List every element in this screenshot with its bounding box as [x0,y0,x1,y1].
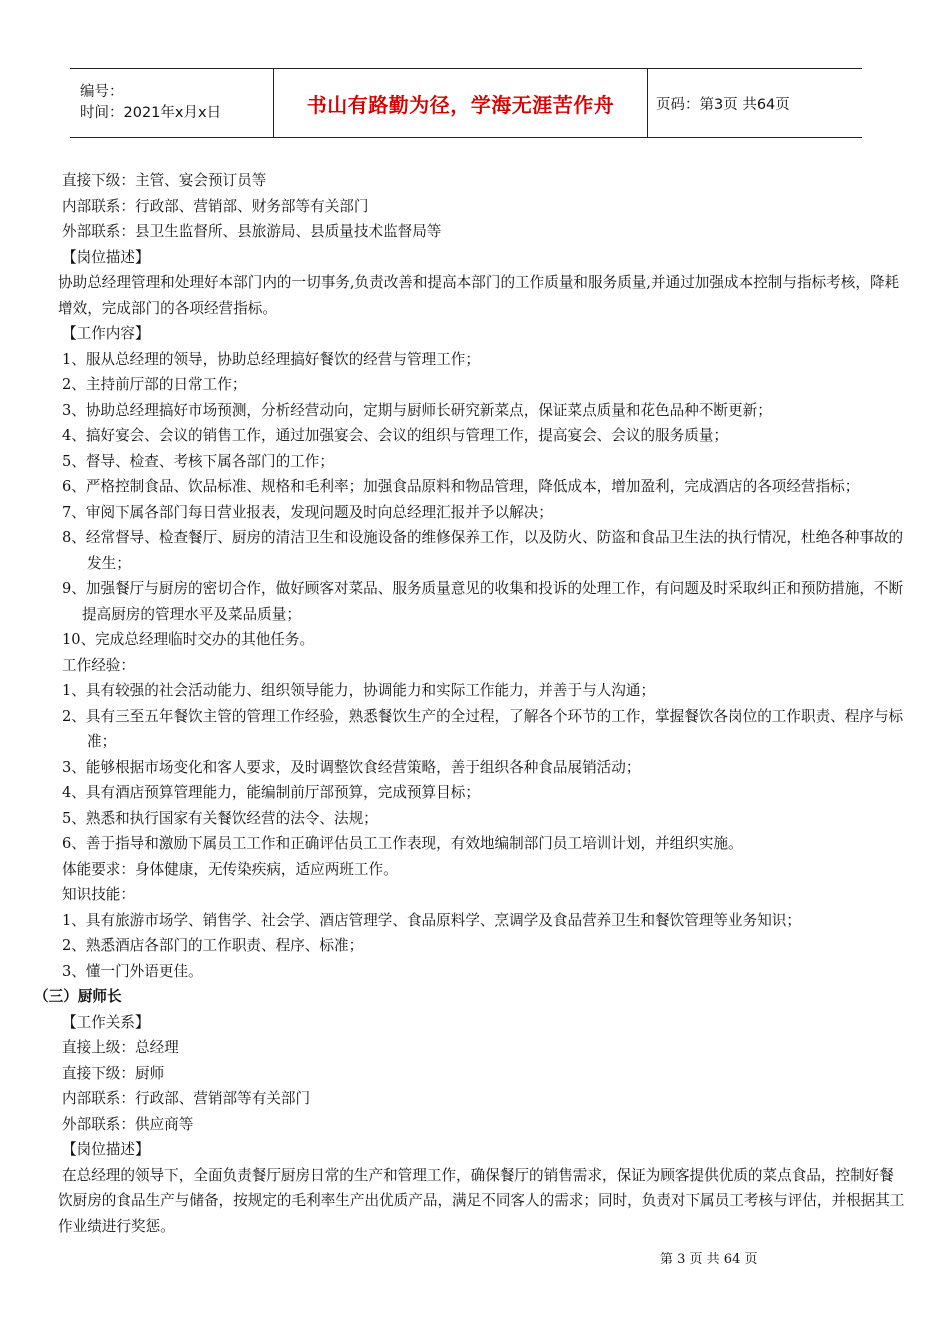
section-heading: 【岗位描述】 [62,248,150,266]
body-line: 内部联系：行政部、营销部等有关部门 [62,1090,311,1107]
header-motto-cell [274,69,648,137]
list-item: 2、具有三至五年餐饮主管的管理工作经验，熟悉餐饮生产的全过程，了解各个环节的工作，掌握餐饮各岗位的工作职责、程序与标准； [62,707,904,750]
list-item: 5、熟悉和执行国家有关餐饮经营的法令、法规； [62,809,378,827]
body-line: 直接上级：总经理 [62,1039,179,1056]
body-line: 直接下级：主管、宴会预订员等 [62,172,267,189]
number-label: 编号： [80,84,124,100]
body-line: 外部联系：供应商等 [62,1115,194,1133]
list-item: 4、搞好宴会、会议的销售工作，通过加强宴会、会议的组织与管理工作，提高宴会、会议的服务质量； [62,427,729,444]
header-page-cell [648,69,862,137]
list-item: 1、具有较强的社会活动能力、组织领导能力，协调能力和实际工作能力，并善于与人沟通； [62,682,656,699]
list-item: 3、懂一门外语更佳。 [62,962,203,980]
page-footer: 第 3 页 共 64 页 [660,1252,758,1267]
description-paragraph: 协助总经理管理和处理好本部门内的一切事务,负责改善和提高本部门的工作质量和服务质量,并通过加强成本控制与指标考核，降耗增效，完成部门的各项经营指标。 [58,274,900,317]
list-item: 3、协助总经理搞好市场预测，分析经营动向，定期与厨师长研究新菜点，保证菜点质量和花色品种不断更新； [62,401,772,419]
list-item: 2、熟悉酒店各部门的工作职责、程序、标准； [62,937,364,954]
page-label: 页码：第3页 共64页 [656,96,790,113]
list-item: 7、审阅下属各部门每日营业报表，发现问题及时向总经理汇报并予以解决； [62,503,553,521]
section-title: （三）厨师长 [34,988,122,1005]
list-item: 1、服从总经理的领导，协助总经理搞好餐饮的经营与管理工作； [62,350,480,368]
physical-requirement: 体能要求：身体健康，无传染疾病，适应两班工作。 [62,860,398,878]
section-heading: 【工作关系】 [62,1013,150,1031]
body-line: 内部联系：行政部、营销部、财务部等有关部门 [62,197,369,215]
section-heading: 【岗位描述】 [62,1141,150,1158]
document-header [70,68,862,138]
list-item: 9、加强餐厅与厨房的密切合作，做好顾客对菜品、服务质量意见的收集和投诉的处理工作，有问题及时采取纠正和预防措施，不断提高厨房的管理水平及菜品质量； [62,580,904,623]
list-item: 6、严格控制食品、饮品标准、规格和毛利率；加强食品原料和物品管理，降低成本，增加盈利，完成酒店的各项经营指标； [62,478,860,495]
list-item: 5、督导、检查、考核下属各部门的工作； [62,452,334,470]
list-item: 8、经常督导、检查餐厅、厨房的清洁卫生和设施设备的维修保养工作，以及防火、防盗和食品卫生法的执行情况，杜绝各种事故的发生； [62,529,904,572]
description-paragraph: 在总经理的领导下，全面负责餐厅厨房日常的生产和管理工作，确保餐厅的销售需求，保证为顾客提供优质的菜点食品，控制好餐饮厨房的食品生产与储备，按规定的毛利率生产出优质产品，满足不同客人的需求；同时，负责对下属员工考核与评估，并根据其工作业绩进行奖惩。 [58,1166,905,1235]
list-item: 2、主持前厅部的日常工作； [62,376,247,393]
motto-text: 书山有路勤为径，学海无涯苦作舟 [306,92,615,117]
time-label: 时间：2021年x月x日 [80,105,222,121]
section-heading: 工作经验： [62,656,135,674]
list-item: 3、能够根据市场变化和客人要求，及时调整饮食经营策略，善于组织各种食品展销活动； [62,758,641,776]
list-item: 10、完成总经理临时交办的其他任务。 [62,631,315,648]
header-meta [70,69,274,137]
document-body [34,168,908,1239]
list-item: 6、善于指导和激励下属员工工作和正确评估员工工作表现，有效地编制部门员工培训计划，并组织实施。 [62,835,743,852]
body-line: 外部联系：县卫生监督所、县旅游局、县质量技术监督局等 [62,223,442,240]
list-item: 4、具有酒店预算管理能力，能编制前厅部预算，完成预算目标； [62,784,480,801]
section-heading: 【工作内容】 [62,325,150,342]
section-heading: 知识技能： [62,886,135,903]
list-item: 1、具有旅游市场学、销售学、社会学、酒店管理学、食品原料学、烹调学及食品营养卫生和餐饮管理等业务知识； [62,911,801,929]
body-line: 直接下级：厨师 [62,1064,165,1082]
